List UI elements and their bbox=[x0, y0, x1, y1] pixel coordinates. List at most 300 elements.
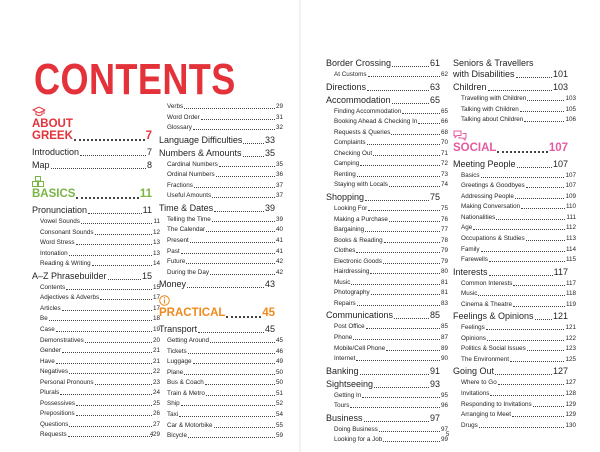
toc-entry bbox=[453, 81, 568, 93]
toc-entry-page: 89 bbox=[440, 344, 448, 352]
toc-entry-title: The Environment bbox=[461, 355, 509, 363]
toc-entry-title: Clothes bbox=[334, 247, 356, 255]
toc-subentry bbox=[32, 217, 160, 226]
dot-leader bbox=[521, 208, 565, 209]
dot-leader bbox=[206, 231, 275, 232]
toc-entry-page: 109 bbox=[565, 192, 576, 200]
toc-entry-title: Vowel Sounds bbox=[40, 218, 80, 225]
toc-subentry bbox=[326, 299, 448, 308]
toc-subentry bbox=[453, 105, 576, 114]
toc-entry-title: Internet bbox=[334, 355, 356, 363]
toc-subentry bbox=[159, 268, 283, 277]
toc-entry-title: Phone bbox=[334, 334, 353, 341]
toc-entry-page: 112 bbox=[565, 224, 576, 232]
dot-leader bbox=[527, 350, 565, 351]
dot-leader bbox=[226, 316, 261, 318]
dot-leader bbox=[524, 121, 564, 122]
toc-entry-page: 99 bbox=[440, 436, 448, 444]
toc-entry-page: 11 bbox=[142, 205, 152, 215]
toc-subentry bbox=[159, 236, 283, 245]
toc-subentry bbox=[32, 283, 160, 292]
toc-entry-page: 63 bbox=[429, 81, 440, 92]
toc-subentry bbox=[32, 388, 160, 397]
toc-entry-title: Music bbox=[461, 290, 478, 298]
dot-leader bbox=[184, 108, 275, 109]
toc-entry-title: Common Interests bbox=[461, 279, 513, 287]
dot-leader bbox=[487, 340, 565, 341]
toc-entry-page: 122 bbox=[565, 334, 576, 342]
dot-leader bbox=[69, 373, 152, 374]
toc-entry bbox=[326, 412, 440, 424]
toc-entry-page: 18 bbox=[152, 315, 160, 323]
toc-entry-page: 7 bbox=[146, 147, 152, 157]
toc-entry-title: Case bbox=[40, 325, 55, 333]
toc-entry-title: Mobile/Cell Phone bbox=[334, 344, 386, 352]
toc-entry-page: 32 bbox=[275, 124, 283, 132]
toc-entry-title: Tickets bbox=[167, 347, 187, 355]
toc-subentry bbox=[159, 170, 283, 179]
graduation-cap-icon bbox=[32, 104, 46, 115]
toc-subentry bbox=[32, 228, 160, 237]
toc-entry bbox=[326, 365, 440, 377]
toc-entry-page: 12 bbox=[152, 228, 160, 236]
toc-entry-page: 29 bbox=[275, 103, 283, 110]
dot-leader bbox=[526, 187, 565, 188]
toc-entry-title: Past bbox=[167, 247, 180, 255]
toc-entry-page: 39 bbox=[264, 202, 275, 213]
toc-entry-title: Doing Business bbox=[334, 425, 378, 433]
dot-leader bbox=[76, 244, 152, 245]
toc-entry-title: Gender bbox=[40, 347, 62, 355]
abc-blocks-icon bbox=[32, 174, 46, 185]
toc-entry-page: 45 bbox=[264, 324, 275, 335]
dot-leader bbox=[100, 299, 152, 300]
toc-entry bbox=[326, 378, 440, 390]
toc-entry-page: 101 bbox=[552, 69, 568, 79]
dot-leader bbox=[391, 134, 440, 135]
dot-leader bbox=[214, 211, 264, 212]
toc-subentry bbox=[326, 204, 448, 213]
dot-leader bbox=[489, 275, 553, 276]
dot-leader bbox=[392, 103, 429, 104]
dot-leader bbox=[383, 263, 440, 264]
dot-leader bbox=[212, 197, 275, 198]
toc-subentry bbox=[326, 117, 448, 126]
toc-subentry bbox=[159, 410, 283, 419]
toc-entry-title: Plurals bbox=[40, 389, 60, 397]
toc-entry-page: 107 bbox=[548, 141, 568, 154]
toc-entry-title: Plane bbox=[167, 368, 184, 376]
toc-subentry bbox=[326, 246, 448, 255]
toc-subentry bbox=[32, 249, 160, 258]
toc-entry-title: Have bbox=[40, 357, 55, 365]
toc-entry-title: Ordinal Numbers bbox=[167, 171, 215, 179]
toc-subentry bbox=[453, 300, 576, 309]
dot-leader bbox=[76, 415, 152, 416]
toc-entry-page: 21 bbox=[152, 347, 160, 355]
dot-leader bbox=[481, 177, 565, 178]
toc-entry-page: 45 bbox=[275, 337, 283, 345]
toc-entry-page: 65 bbox=[429, 94, 440, 105]
dot-leader bbox=[402, 113, 440, 114]
dot-leader bbox=[210, 274, 275, 275]
toc-entry-title: Questions bbox=[40, 420, 69, 428]
dot-leader bbox=[365, 231, 440, 232]
toc-entry-page: 97 bbox=[440, 425, 448, 433]
toc-entry-title: Luggage bbox=[167, 358, 192, 366]
toc-subentry bbox=[32, 325, 160, 334]
dot-leader bbox=[394, 318, 429, 319]
toc-entry-title: Addressing People bbox=[461, 192, 514, 200]
toc-entry-title: Talking with Children bbox=[461, 105, 519, 113]
toc-entry-title: During the Day bbox=[167, 268, 209, 276]
toc-entry-page: 19 bbox=[152, 325, 160, 333]
toc-entry-page: 43 bbox=[264, 279, 275, 290]
toc-entry-title: Opinions bbox=[461, 334, 486, 342]
toc-entry-page: 35 bbox=[275, 160, 283, 168]
toc-entry-title: Transport bbox=[159, 324, 198, 335]
toc-entry-page: 117 bbox=[565, 279, 576, 287]
toc-subentry bbox=[159, 378, 283, 387]
toc-entry-page: 15 bbox=[152, 283, 160, 291]
toc-entry-page: 41 bbox=[275, 247, 283, 255]
toc-entry bbox=[159, 147, 275, 159]
toc-entry-page: 23 bbox=[152, 378, 160, 386]
toc-subentry bbox=[326, 257, 448, 266]
toc-subentry bbox=[159, 389, 283, 398]
toc-subentry bbox=[453, 202, 576, 211]
toc-section-heading bbox=[32, 129, 152, 143]
toc-subentry bbox=[32, 409, 160, 418]
dot-leader bbox=[360, 374, 429, 375]
toc-entry-page: 42 bbox=[275, 268, 283, 276]
toc-entry-title: Feelings bbox=[461, 324, 485, 332]
toc-entry-page: 66 bbox=[440, 118, 448, 126]
toc-entry-title: Meeting People bbox=[453, 158, 516, 169]
dot-leader bbox=[51, 168, 146, 169]
dot-leader bbox=[193, 129, 275, 130]
toc-entry-title: Repairs bbox=[334, 299, 356, 307]
toc-subentry bbox=[326, 149, 448, 158]
dot-leader bbox=[205, 384, 275, 385]
toc-section-heading bbox=[453, 141, 568, 155]
toc-entry-page: 13 bbox=[152, 249, 160, 257]
toc-entry bbox=[32, 159, 152, 171]
right-page-number: 5 bbox=[446, 432, 450, 438]
toc-entry-title: Map bbox=[32, 160, 50, 170]
dot-leader bbox=[69, 426, 152, 427]
toc-subentry bbox=[32, 293, 160, 302]
dot-leader bbox=[535, 319, 552, 320]
toc-entry-page: 62 bbox=[440, 71, 448, 78]
toc-entry-title: Word Stress bbox=[40, 239, 75, 247]
toc-entry-page: 17 bbox=[152, 304, 160, 312]
toc-entry-page: 71 bbox=[440, 149, 448, 157]
toc-entry-page: 121 bbox=[565, 324, 576, 332]
toc-entry-page: 91 bbox=[429, 365, 440, 376]
toc-entry-title: Tours bbox=[334, 402, 350, 410]
toc-subentry bbox=[159, 257, 283, 266]
dot-leader bbox=[201, 119, 275, 120]
dot-leader bbox=[526, 240, 565, 241]
toc-entry-title: Money bbox=[159, 279, 187, 290]
toc-entry-page: 76 bbox=[440, 215, 448, 223]
dot-leader bbox=[80, 155, 146, 156]
toc-subentry bbox=[159, 421, 283, 430]
dot-leader bbox=[384, 242, 440, 243]
toc-entry bbox=[32, 146, 152, 158]
dot-leader bbox=[193, 363, 275, 364]
toc-subentry bbox=[326, 354, 448, 363]
dot-leader bbox=[56, 363, 152, 364]
toc-entry-title: Talking about Children bbox=[461, 116, 524, 124]
toc-entry-page: 85 bbox=[440, 323, 448, 331]
dot-leader bbox=[56, 331, 152, 332]
dot-leader bbox=[216, 176, 275, 177]
toc-entry-title: Renting bbox=[334, 170, 356, 178]
dot-leader bbox=[206, 395, 275, 396]
toc-subentry bbox=[453, 223, 576, 232]
dot-leader bbox=[81, 223, 153, 224]
toc-entry-page: 107 bbox=[552, 158, 568, 169]
toc-entry-page: 75 bbox=[429, 191, 440, 202]
toc-subentry bbox=[159, 336, 283, 345]
toc-subentry bbox=[32, 346, 160, 355]
toc-entry-title: Looking For bbox=[334, 204, 368, 212]
toc-entry-title: Cinema & Theatre bbox=[461, 300, 512, 308]
toc-entry-page: 11 bbox=[153, 218, 160, 225]
dot-leader bbox=[366, 328, 440, 329]
toc-entry-page: 39 bbox=[275, 215, 283, 223]
toc-entry-title: Business bbox=[326, 412, 363, 423]
toc-entry-title: Word Order bbox=[167, 113, 200, 121]
dot-leader bbox=[85, 342, 152, 343]
toc-subentry bbox=[453, 171, 576, 180]
dot-leader bbox=[350, 407, 440, 408]
toc-subentry bbox=[453, 289, 576, 298]
toc-subentry bbox=[159, 160, 283, 169]
dot-leader bbox=[184, 374, 275, 375]
toc-entry-page: 70 bbox=[440, 139, 448, 147]
toc-entry-page: 75 bbox=[440, 204, 448, 212]
toc-entry-page: 77 bbox=[440, 226, 448, 234]
toc-entry-page: 27 bbox=[152, 420, 160, 428]
dot-leader bbox=[357, 305, 440, 306]
toc-entry-page: 114 bbox=[565, 245, 576, 253]
toc-entry-page: 33 bbox=[264, 134, 275, 145]
toc-subentry bbox=[326, 236, 448, 245]
toc-entry-title: Interests bbox=[453, 266, 488, 277]
toc-subentry bbox=[159, 225, 283, 234]
dot-leader bbox=[479, 427, 565, 428]
toc-entry-title: Possessives bbox=[40, 399, 75, 407]
toc-entry-title: Numbers & Amounts bbox=[159, 147, 242, 158]
toc-entry-title: Pronunciation bbox=[32, 205, 88, 215]
dot-leader bbox=[49, 320, 152, 321]
toc-entry-title: Reading & Writing bbox=[40, 260, 91, 268]
toc-entry-title: Cardinal Numbers bbox=[167, 160, 218, 168]
toc-subentry bbox=[32, 238, 160, 247]
dot-leader bbox=[357, 176, 440, 177]
dot-leader bbox=[356, 360, 440, 361]
toc-subentry bbox=[32, 378, 160, 387]
toc-entry-page: 22 bbox=[152, 368, 160, 376]
dot-leader bbox=[365, 200, 429, 201]
dot-leader bbox=[517, 167, 552, 168]
toc-subentry bbox=[326, 333, 448, 342]
toc-entry-title: Going Out bbox=[453, 366, 495, 377]
toc-entry-title: Children bbox=[453, 82, 487, 92]
dot-leader bbox=[533, 406, 565, 407]
toc-entry-page: 83 bbox=[440, 299, 448, 307]
dot-leader bbox=[510, 361, 565, 362]
toc-subentry bbox=[32, 357, 160, 366]
toc-entry-page: 93 bbox=[429, 378, 440, 389]
toc-entry-title: Politics & Social Issues bbox=[461, 345, 526, 353]
book-gutter bbox=[299, 0, 301, 452]
toc-entry-page: 129 bbox=[565, 411, 576, 419]
toc-entry-title: Fractions bbox=[167, 181, 193, 189]
toc-entry-title: Where to Go bbox=[461, 379, 497, 387]
toc-subentry bbox=[326, 70, 448, 79]
toc-entry-title: Making a Purchase bbox=[334, 215, 388, 223]
toc-subentry bbox=[326, 322, 448, 331]
dot-leader bbox=[76, 405, 152, 406]
dot-leader bbox=[389, 186, 440, 187]
toc-entry-page: 46 bbox=[275, 347, 283, 355]
dot-leader bbox=[389, 221, 440, 222]
toc-entry-title: Basics bbox=[461, 171, 480, 179]
dot-leader bbox=[356, 252, 440, 253]
toc-subentry bbox=[326, 401, 448, 410]
toc-entry-title: Books & Reading bbox=[334, 236, 383, 244]
dot-leader bbox=[495, 374, 552, 375]
dot-leader bbox=[360, 165, 440, 166]
toc-subentry bbox=[326, 180, 448, 189]
toc-subentry bbox=[326, 225, 448, 234]
dot-leader bbox=[181, 405, 275, 406]
toc-subentry bbox=[326, 159, 448, 168]
toc-section-heading bbox=[32, 187, 152, 201]
toc-entry-title: A–Z Phrasebuilder bbox=[32, 270, 107, 281]
toc-entry-title: Negatives bbox=[40, 368, 69, 376]
toc-subentry bbox=[159, 247, 283, 256]
toc-entry-title: Time & Dates bbox=[159, 202, 214, 213]
toc-subentry bbox=[32, 304, 160, 313]
toc-entry-page: 31 bbox=[275, 113, 283, 121]
toc-entry-title: Looking for a Job bbox=[334, 436, 383, 444]
toc-subentry bbox=[326, 425, 448, 434]
dot-leader bbox=[392, 66, 429, 67]
toc-entry bbox=[453, 266, 568, 278]
toc-entry-title: Arranging to Meet bbox=[461, 411, 512, 419]
dot-leader bbox=[66, 289, 152, 290]
toc-subentry bbox=[453, 389, 576, 398]
dot-leader bbox=[481, 251, 565, 252]
toc-entry bbox=[159, 323, 275, 335]
toc-entry-title: Finding Accommodation bbox=[334, 107, 402, 115]
toc-subentry bbox=[32, 430, 160, 439]
dot-leader bbox=[371, 294, 440, 295]
toc-entry-page: 8 bbox=[146, 160, 152, 170]
dot-leader bbox=[370, 273, 440, 274]
toc-entry-page: 125 bbox=[565, 355, 576, 363]
left-page-number: 4 bbox=[150, 432, 154, 438]
toc-entry-page: 128 bbox=[565, 390, 576, 397]
toc-entry-page: 85 bbox=[429, 310, 440, 321]
toc-entry bbox=[326, 57, 440, 69]
toc-entry-title: PRACTICAL bbox=[159, 307, 226, 320]
toc-entry-page: 127 bbox=[552, 366, 568, 377]
toc-entry-title: Booking Ahead & Checking In bbox=[334, 118, 418, 126]
speech-bubbles-icon bbox=[453, 128, 467, 139]
toc-entry-page: 110 bbox=[565, 203, 576, 211]
dot-leader bbox=[60, 394, 152, 395]
toc-entry-page: 37 bbox=[275, 192, 283, 200]
toc-subentry bbox=[159, 102, 283, 111]
toc-subentry bbox=[453, 234, 576, 243]
toc-entry-title: At Customs bbox=[334, 71, 367, 78]
toc-entry-title: Verbs bbox=[167, 103, 184, 110]
toc-entry-title: with Disabilities bbox=[453, 69, 515, 79]
dot-leader bbox=[515, 198, 565, 199]
toc-entry-page: 24 bbox=[152, 389, 160, 397]
toc-entry-page: 21 bbox=[152, 357, 160, 365]
toc-subentry bbox=[453, 410, 576, 419]
dot-leader bbox=[88, 213, 142, 214]
toc-entry-title: Music bbox=[334, 278, 351, 286]
dot-leader bbox=[188, 437, 275, 438]
toc-entry-page: 129 bbox=[565, 400, 576, 408]
dot-leader bbox=[108, 279, 141, 280]
toc-entry-page: 117 bbox=[553, 266, 568, 277]
toc-entry-title: Prepositions bbox=[40, 410, 75, 418]
toc-subentry bbox=[326, 128, 448, 137]
toc-subentry bbox=[326, 170, 448, 179]
toc-entry-page: 123 bbox=[565, 345, 576, 353]
toc-entry-title: Requests bbox=[40, 431, 67, 439]
toc-entry-page: 36 bbox=[275, 171, 283, 179]
dot-leader bbox=[68, 436, 152, 437]
toc-subentry bbox=[326, 107, 448, 116]
toc-entry-title: Telling the Time bbox=[167, 215, 211, 223]
toc-entry-title: Nationalities bbox=[461, 213, 496, 221]
toc-subentry bbox=[159, 357, 283, 366]
toc-entry-page: 61 bbox=[429, 58, 440, 68]
dot-leader bbox=[181, 253, 275, 254]
toc-subentry bbox=[159, 123, 283, 132]
toc-entry-title: Car & Motorbike bbox=[167, 421, 213, 429]
toc-entry-title: Banking bbox=[326, 365, 359, 376]
toc-entry-page: 81 bbox=[440, 278, 448, 286]
toc-subentry bbox=[159, 181, 283, 190]
toc-entry-page: 45 bbox=[262, 307, 275, 320]
toc-entry-page: 7 bbox=[145, 130, 152, 142]
dot-leader bbox=[212, 221, 275, 222]
toc-entry-title: ABOUT bbox=[32, 118, 73, 130]
toc-entry-page: 107 bbox=[565, 171, 576, 179]
toc-entry-title: Contents bbox=[40, 283, 66, 291]
toc-entry-title: GREEK bbox=[32, 130, 73, 142]
toc-entry-page: 107 bbox=[565, 182, 576, 190]
dot-leader bbox=[179, 416, 275, 417]
toc-entry-title: Seniors & Travellers bbox=[453, 58, 534, 68]
toc-entry-page: 52 bbox=[275, 400, 283, 408]
toc-entry-title: Train & Metro bbox=[167, 389, 205, 397]
toc-subentry bbox=[453, 400, 576, 409]
toc-entry-page: 87 bbox=[440, 334, 448, 341]
dot-leader bbox=[478, 295, 565, 296]
